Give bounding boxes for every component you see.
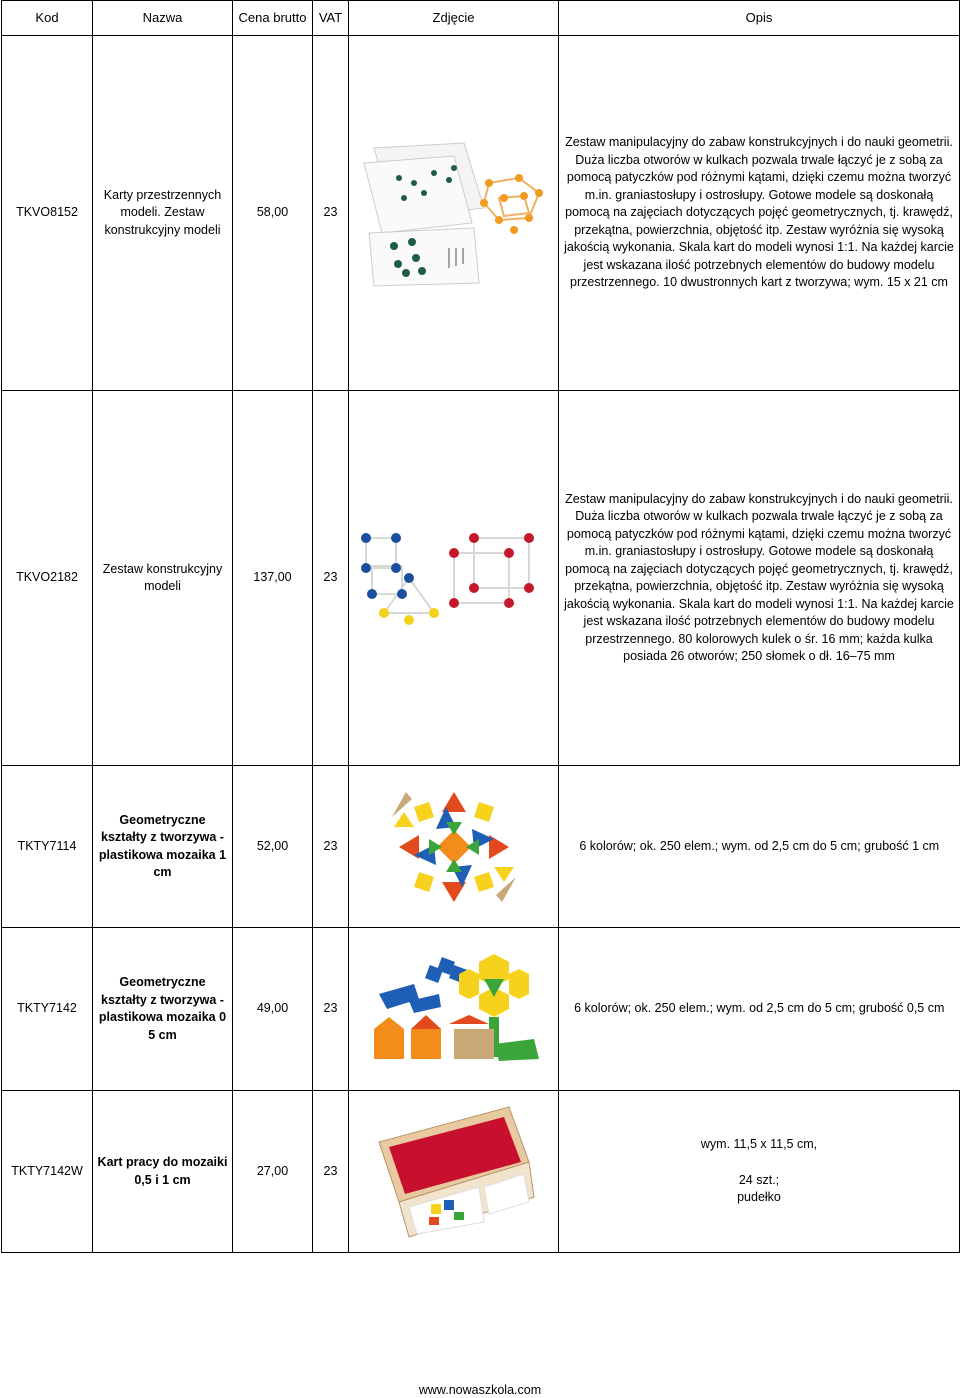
header-desc: Opis bbox=[559, 1, 960, 36]
product-price: 49,00 bbox=[233, 928, 313, 1091]
mosaic-pattern-image bbox=[384, 777, 524, 917]
table-row bbox=[2, 1091, 960, 1253]
product-vat: 23 bbox=[313, 766, 349, 928]
geometry-cards-image bbox=[354, 138, 554, 288]
header-image: Zdjęcie bbox=[349, 1, 559, 36]
product-image-cell bbox=[349, 391, 559, 766]
product-desc-line: 24 szt.; bbox=[738, 1172, 780, 1187]
product-price: 58,00 bbox=[233, 36, 313, 391]
table-row bbox=[2, 766, 960, 928]
header-code: Kod bbox=[2, 1, 93, 36]
footer-website[interactable]: www.nowaszkola.com bbox=[418, 1383, 542, 1397]
work-cards-box-image bbox=[369, 1102, 539, 1242]
product-description: 6 kolorów; ok. 250 elem.; wym. od 2,5 cm do 5 cm; grubość 1 cm bbox=[559, 766, 960, 928]
product-name: Geometryczne kształty z tworzywa - plastikowa mozaika 0 5 cm bbox=[93, 928, 233, 1091]
product-code: TKTY7142 bbox=[2, 928, 93, 1091]
product-name: Karty przestrzennych modeli. Zestaw konstrukcyjny modeli bbox=[93, 36, 233, 391]
table-row bbox=[2, 391, 960, 766]
product-description: Zestaw manipulacyjny do zabaw konstrukcyjnych i do nauki geometrii. Duża liczba otworów w kulkach pozwala trwale łączyć je z sobą za pomocą patyczków pod różnymi kątami, dzięki czemu można tworzyć m.in. graniastosłupy i ostrosłupy. Gotowe modele są doskonałą pomocą na zajęciach dotyczących pojęć geometrycznych, tj. krawędź, przekątna, powierzchnia, objętość itp. Zestaw wyróżnia się wysoką jakością wykonania. Skala kart do modeli wynosi 1:1. Na każdej karcie jest wskazana ilość potrzebnych elementów do budowy modelu przestrzennego. 80 kolorowych kulek o śr. 16 mm; każda kulka posiada 26 otworów; 250 słomek o dł. 16–75 mm bbox=[559, 391, 960, 766]
product-vat: 23 bbox=[313, 391, 349, 766]
product-vat: 23 bbox=[313, 36, 349, 391]
mosaic-shapes-image bbox=[359, 949, 549, 1069]
product-desc-line: pudełko bbox=[737, 1190, 781, 1205]
product-name: Geometryczne kształty z tworzywa - plastikowa mozaika 1 cm bbox=[93, 766, 233, 928]
product-image-cell bbox=[349, 766, 559, 928]
product-description: Zestaw manipulacyjny do zabaw konstrukcyjnych i do nauki geometrii. Duża liczba otworów w kulkach pozwala trwale łączyć je z sobą za pomocą patyczków pod różnymi kątami, dzięki czemu można tworzyć m.in. graniastosłupy i ostrosłupy. Gotowe modele są doskonałą pomocą na zajęciach dotyczących pojęć geometrycznych, tj. krawędź, przekątna, powierzchnia, objętość itp. Zestaw wyróżnia się wysoką jakością wykonania. Skala kart do modeli wynosi 1:1. Na każdej karcie jest wskazana ilość potrzebnych elementów do budowy modelu przestrzennego. 10 dwustronnych kart z tworzywa; wym. 15 x 21 cm bbox=[559, 36, 960, 391]
header-price: Cena brutto bbox=[233, 1, 313, 36]
product-vat: 23 bbox=[313, 928, 349, 1091]
product-price: 27,00 bbox=[233, 1091, 313, 1253]
product-description-cell bbox=[559, 1091, 960, 1253]
product-description: 6 kolorów; ok. 250 elem.; wym. od 2,5 cm do 5 cm; grubość 0,5 cm bbox=[559, 928, 960, 1091]
product-code: TKVO2182 bbox=[2, 391, 93, 766]
product-code: TKTY7114 bbox=[2, 766, 93, 928]
product-code: TKVO8152 bbox=[2, 36, 93, 391]
product-image-cell bbox=[349, 928, 559, 1091]
header-vat: VAT bbox=[313, 1, 349, 36]
product-image-cell bbox=[349, 1091, 559, 1253]
product-price: 52,00 bbox=[233, 766, 313, 928]
construction-set-image bbox=[354, 528, 554, 628]
table-header-row bbox=[2, 1, 960, 36]
product-name: Kart pracy do mozaiki 0,5 i 1 cm bbox=[93, 1091, 233, 1253]
product-name: Zestaw konstrukcyjny modeli bbox=[93, 391, 233, 766]
product-image-cell bbox=[349, 36, 559, 391]
header-name: Nazwa bbox=[93, 1, 233, 36]
product-price: 137,00 bbox=[233, 391, 313, 766]
product-desc-line: wym. 11,5 x 11,5 cm, bbox=[700, 1137, 818, 1152]
table-row bbox=[2, 36, 960, 391]
table-row bbox=[2, 928, 960, 1091]
product-table bbox=[1, 0, 960, 1253]
product-code: TKTY7142W bbox=[2, 1091, 93, 1253]
product-vat: 23 bbox=[313, 1091, 349, 1253]
